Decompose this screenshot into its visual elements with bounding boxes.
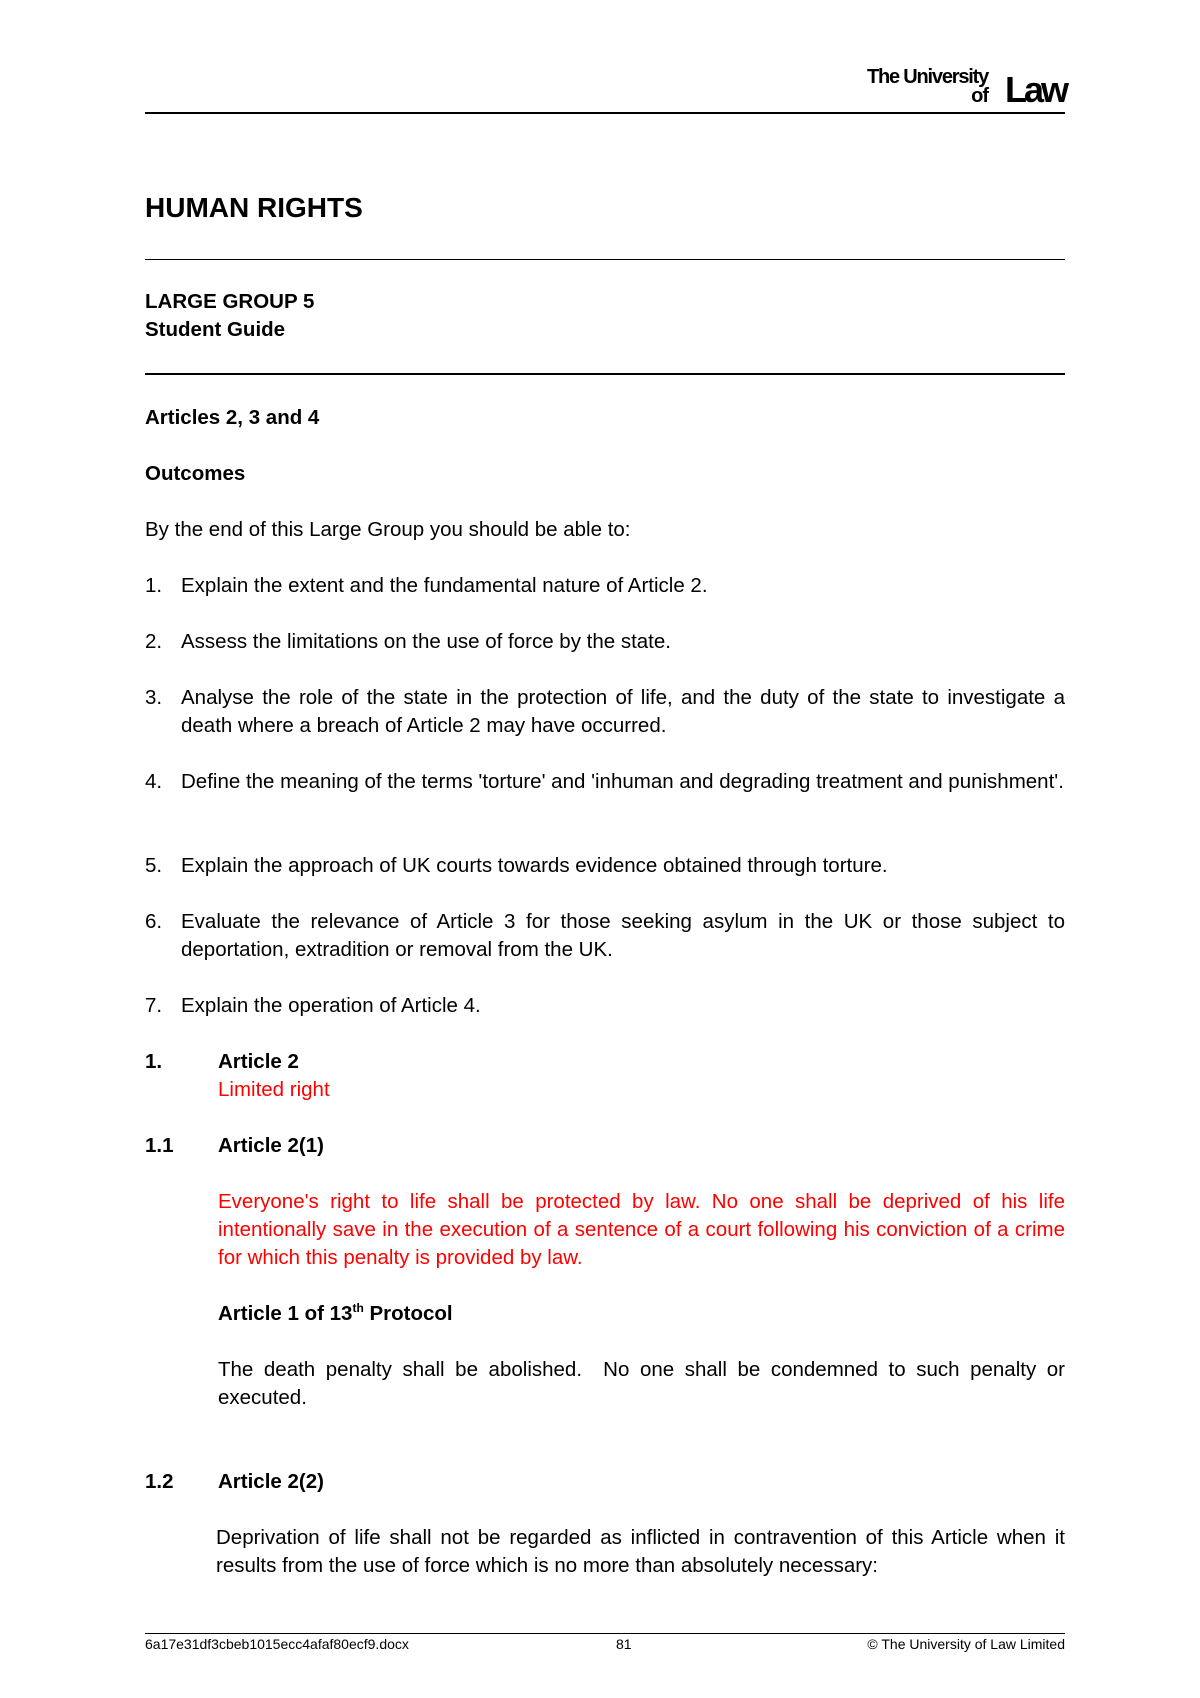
protocol-heading-post: Protocol	[363, 1302, 453, 1325]
article-2-2-text: Deprivation of life shall not be regarded as inflicted in contravention of this Article when it results from the use of force which is no more than absolutely necessary:	[216, 1526, 1065, 1577]
outcome-4-text: Define the meaning of the terms 'torture' and 'inhuman and degrading treatment and punishment'.	[181, 770, 1064, 793]
outcomes-intro: By the end of this Large Group you should be able to:	[145, 518, 631, 541]
section-1-1-number: 1.1	[145, 1134, 174, 1157]
outcome-4-number: 4.	[145, 770, 163, 793]
logo-line-2: of	[971, 85, 988, 107]
title-rule	[145, 259, 1065, 260]
header-rule	[145, 112, 1065, 114]
outcome-1-number: 1.	[145, 574, 163, 597]
outcome-7-number: 7.	[145, 994, 163, 1017]
footer-page-number: 81	[616, 1636, 632, 1652]
outcome-5-number: 5.	[145, 854, 163, 877]
subtitle-rule	[145, 373, 1065, 375]
outcome-5-text: Explain the approach of UK courts towards evidence obtained through torture.	[181, 854, 888, 877]
university-logo	[856, 66, 1066, 108]
outcome-7-text: Explain the operation of Article 4.	[181, 994, 481, 1017]
outcome-6-number: 6.	[145, 910, 163, 933]
outcome-1-text: Explain the extent and the fundamental nature of Article 2.	[181, 574, 708, 597]
outcome-2-text: Assess the limitations on the use of force by the state.	[181, 630, 671, 653]
section-heading: Articles 2, 3 and 4	[145, 406, 320, 429]
article-2-1-quote: Everyone's right to life shall be protected by law. No one shall be deprived of his life intentionally save in the execution of a sentence of a court following his conviction of a crime for which this penalty is provided by law.	[218, 1190, 1065, 1269]
section-1-2-number: 1.2	[145, 1470, 174, 1493]
section-1-title: Article 2	[218, 1050, 299, 1073]
outcome-3-number: 3.	[145, 686, 163, 709]
section-1-note: Limited right	[218, 1078, 330, 1101]
protocol-text: The death penalty shall be abolished. No one shall be condemned to such penalty or executed.	[218, 1358, 1071, 1409]
protocol-heading-pre: Article 1 of 13	[218, 1302, 353, 1325]
outcome-2-number: 2.	[145, 630, 163, 653]
logo-line-3: Law	[1004, 69, 1066, 110]
footer-copyright: © The University of Law Limited	[867, 1636, 1065, 1652]
logo-line-1: The University	[866, 66, 988, 88]
footer-filename: 6a17e31df3cbeb1015ecc4afaf80ecf9.docx	[145, 1636, 409, 1652]
outcome-6-text: Evaluate the relevance of Article 3 for those seeking asylum in the UK or those subject to deportation, extradition or removal from the UK.	[181, 910, 1065, 961]
protocol-heading	[218, 1300, 453, 1328]
subtitle-student-guide: Student Guide	[145, 318, 286, 341]
protocol-heading-sup: th	[352, 1301, 364, 1316]
footer-rule	[145, 1633, 1065, 1634]
section-1-1-title: Article 2(1)	[218, 1134, 324, 1157]
section-1-number: 1.	[145, 1050, 163, 1073]
section-1-2-title: Article 2(2)	[218, 1470, 324, 1493]
outcome-3-text: Analyse the role of the state in the protection of life, and the duty of the state to investigate a death where a breach of Article 2 may have occurred.	[181, 686, 1065, 737]
subtitle-large-group: LARGE GROUP 5	[145, 290, 315, 313]
page-title: HUMAN RIGHTS	[145, 192, 363, 223]
outcomes-heading: Outcomes	[145, 462, 246, 485]
